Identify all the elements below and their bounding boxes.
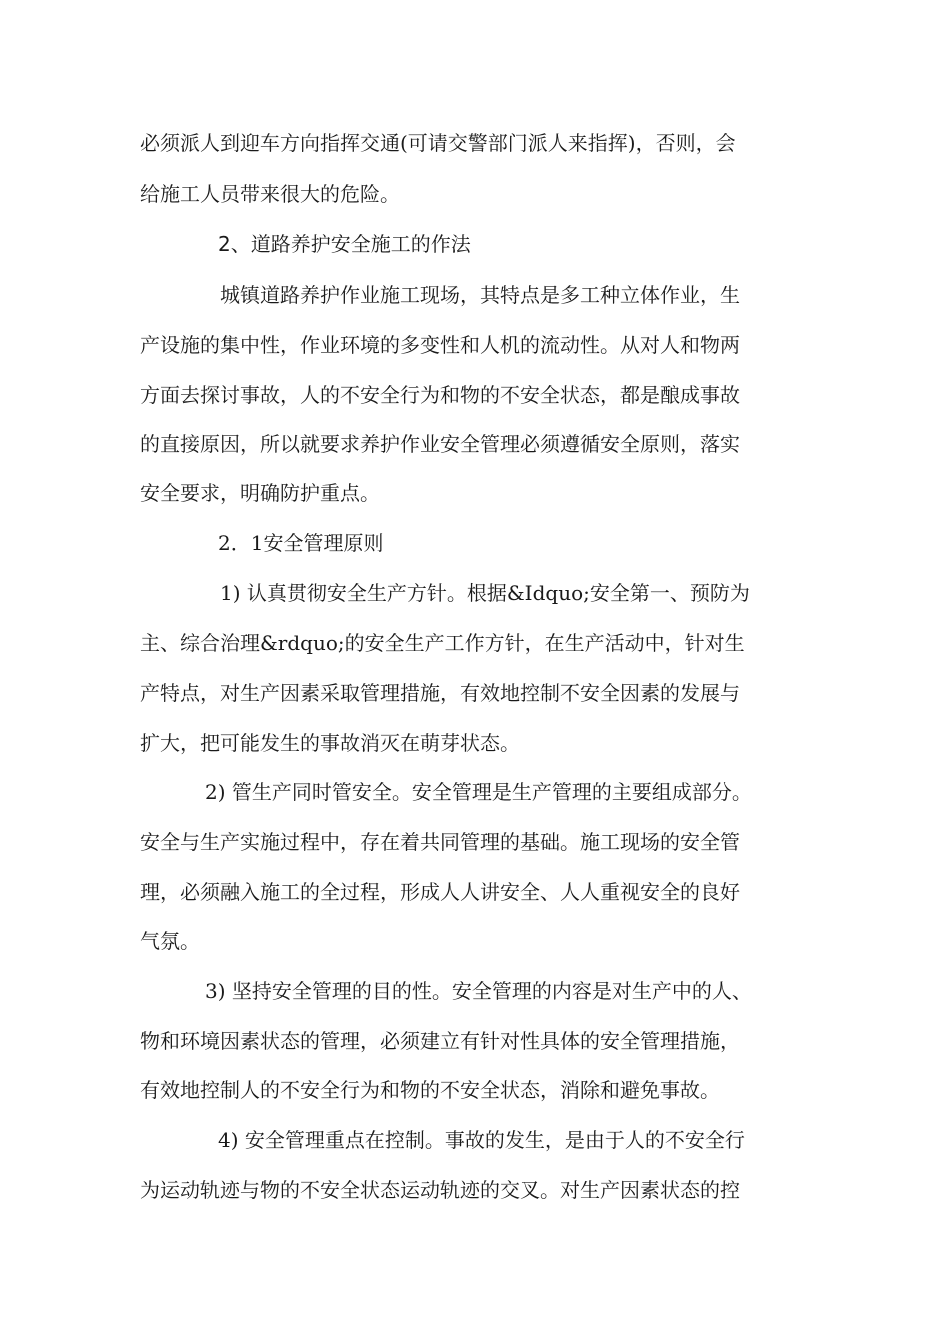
- text-line: 1) 认真贯彻安全生产方针。根据&Idquo;安全第一、预防为: [220, 581, 750, 605]
- text-line: 安全与生产实施过程中，存在着共同管理的基础。施工现场的安全管: [140, 830, 740, 854]
- text-line: 理，必须融入施工的全过程，形成人人讲安全、人人重视安全的良好: [140, 880, 740, 904]
- text-line: 安全要求，明确防护重点。: [140, 481, 380, 505]
- text-line: 给施工人员带来很大的危险。: [140, 182, 400, 206]
- subsection-heading: 2．1安全管理原则: [218, 531, 384, 555]
- text-line: 必须派人到迎车方向指挥交通(可请交警部门派人来指挥)，否则，会: [140, 131, 736, 155]
- text-line: 有效地控制人的不安全行为和物的不安全状态，消除和避免事故。: [140, 1078, 720, 1102]
- text-line: 主、综合治理&rdquo;的安全生产工作方针，在生产活动中，针对生: [140, 631, 745, 655]
- text-line: 产设施的集中性，作业环境的多变性和人机的流动性。从对人和物两: [140, 333, 740, 357]
- text-line: 物和环境因素状态的管理，必须建立有针对性具体的安全管理措施，: [140, 1029, 740, 1053]
- text-line: 城镇道路养护作业施工现场，其特点是多工种立体作业，生: [220, 283, 740, 307]
- text-line: 方面去探讨事故，人的不安全行为和物的不安全状态，都是酿成事故: [140, 383, 740, 407]
- text-line: 气氛。: [140, 929, 200, 953]
- text-line: 产特点，对生产因素采取管理措施，有效地控制不安全因素的发展与: [140, 681, 740, 705]
- section-heading: 2、道路养护安全施工的作法: [218, 232, 471, 256]
- text-line: 4) 安全管理重点在控制。事故的发生，是由于人的不安全行: [218, 1128, 745, 1152]
- text-line: 3) 坚持安全管理的目的性。安全管理的内容是对生产中的人、: [205, 979, 752, 1003]
- text-line: 为运动轨迹与物的不安全状态运动轨迹的交叉。对生产因素状态的控: [140, 1178, 740, 1202]
- text-line: 2) 管生产同时管安全。安全管理是生产管理的主要组成部分。: [205, 780, 752, 804]
- text-line: 扩大，把可能发生的事故消灭在萌芽状态。: [140, 731, 520, 755]
- text-line: 的直接原因，所以就要求养护作业安全管理必须遵循安全原则，落实: [140, 432, 740, 456]
